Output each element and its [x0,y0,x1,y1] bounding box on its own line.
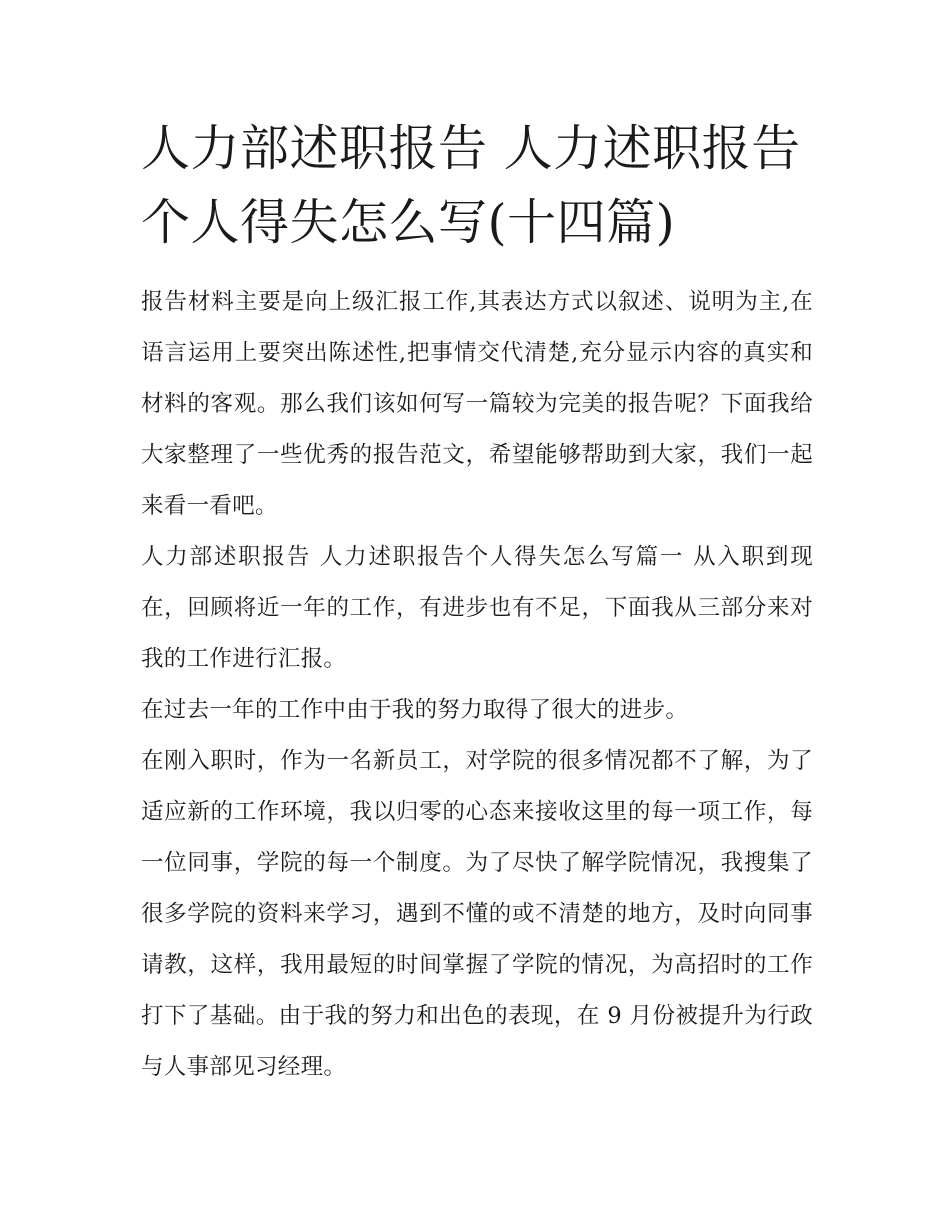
paragraph-section-one: 人力部述职报告 人力述职报告个人得失怎么写篇一 从入职到现在，回顾将近一年的工作，有进步也有不足，下面我从三部分来对我的工作进行汇报。 [141,544,813,672]
paragraph-progress: 在过去一年的工作中由于我的努力取得了很大的进步。 [141,697,689,723]
document-page [141,112,813,1093]
document-body [141,277,813,1093]
paragraph-intro: 报告材料主要是向上级汇报工作,其表达方式以叙述、说明为主,在语言运用上要突出陈述性,把事情交代清楚,充分显示内容的真实和材料的客观。那么我们该如何写一篇较为完美的报告呢？下面我给大家整理了一些优秀的报告范文，希望能够帮助到大家，我们一起来看一看吧。 [141,289,813,519]
title-line-1: 人力部述职报告 人力述职报告 [141,120,801,177]
paragraph-onboarding: 在刚入职时，作为一名新员工，对学院的很多情况都不了解，为了适应新的工作环境，我以归零的心态来接收这里的每一项工作，每一位同事，学院的每一个制度。为了尽快了解学院情况，我搜集了很多学院的资料来学习，遇到不懂的或不清楚的地方，及时向同事请教，这样，我用最短的时间掌握了学院的情况，为高招时的工作打下了基础。由于我的努力和出色的表现，在 9 月份被提升为行政与人事部见习经理。 [141,748,813,1080]
title-line-2: 个人得失怎么写(十四篇) [141,194,676,251]
document-title [141,112,813,260]
